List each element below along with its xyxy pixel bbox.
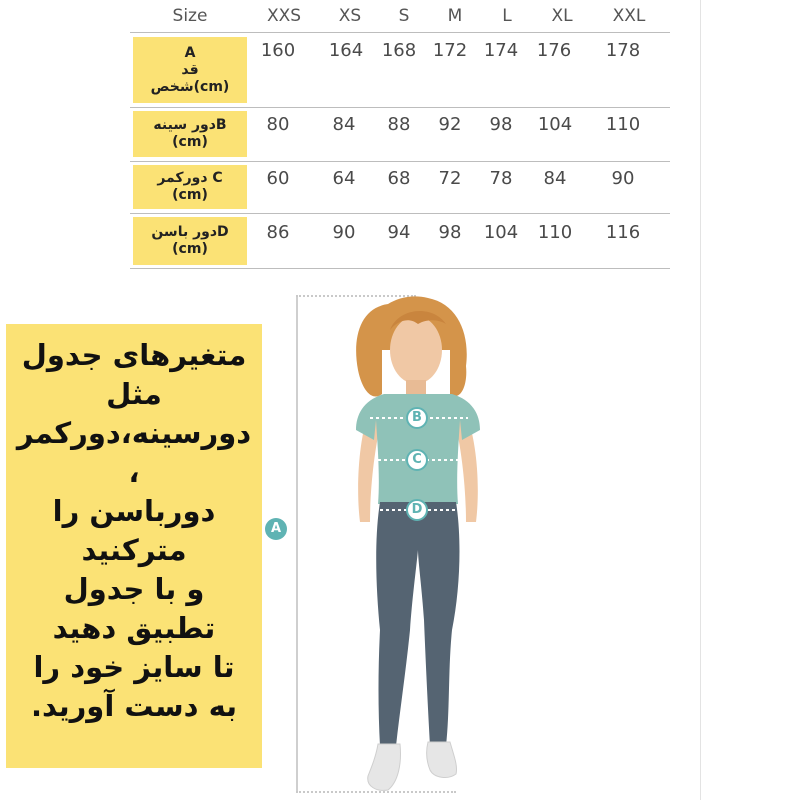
table-rule: [130, 268, 670, 269]
table-cell: 84: [543, 168, 567, 189]
note-line: و با جدول: [63, 572, 205, 606]
table-cell: 86: [266, 222, 290, 243]
table-rule: [130, 32, 670, 33]
table-cell: 72: [438, 168, 462, 189]
table-cell: 64: [332, 168, 356, 189]
size-col-xxs: XXS: [266, 6, 302, 26]
row-label-line: قد: [181, 61, 199, 78]
table-cell: 104: [483, 222, 519, 243]
row-label-waist: [133, 165, 247, 209]
table-cell: 116: [605, 222, 641, 243]
note-line: ،: [128, 455, 140, 489]
table-cell: 98: [489, 114, 513, 135]
table-cell: 84: [332, 114, 356, 135]
row-label-line: (cm): [172, 134, 208, 150]
table-cell: 78: [489, 168, 513, 189]
table-cell: 80: [266, 114, 290, 135]
table-cell: 160: [260, 40, 296, 61]
row-label-line: (cm): [172, 241, 208, 257]
table-cell: 172: [432, 40, 468, 61]
note-line: به دست آورید.: [30, 689, 238, 723]
table-cell: 178: [605, 40, 641, 61]
note-line: مثل: [106, 377, 162, 411]
size-col-l: L: [502, 6, 512, 26]
table-cell: 94: [387, 222, 411, 243]
table-cell: 88: [387, 114, 411, 135]
instruction-note: [6, 324, 262, 768]
badge-height: A: [265, 518, 287, 540]
size-col-s: S: [398, 6, 410, 26]
badge-waist: C: [406, 449, 428, 471]
woman-figure: [300, 290, 520, 800]
note-line: تطبیق دهید: [52, 611, 216, 645]
size-col-m: M: [447, 6, 463, 26]
table-rule: [130, 213, 670, 214]
note-line: مترکنید: [81, 533, 187, 567]
table-cell: 68: [387, 168, 411, 189]
note-line: متغیرهای جدول: [21, 338, 247, 372]
size-chart-table: [0, 0, 800, 272]
row-label-bust: [133, 111, 247, 157]
table-cell: 164: [328, 40, 364, 61]
row-label-height: [133, 37, 247, 103]
row-label-hip: [133, 217, 247, 265]
badge-bust: B: [406, 407, 428, 429]
badge-hip: D: [406, 499, 428, 521]
row-label-line: (cm): [172, 187, 208, 203]
table-cell: 90: [611, 168, 635, 189]
table-cell: 60: [266, 168, 290, 189]
table-cell: 90: [332, 222, 356, 243]
size-col-xxl: XXL: [612, 6, 646, 26]
note-line: دورباسن را: [52, 494, 216, 528]
row-label-line: A: [184, 44, 196, 61]
note-line: تا سایز خود را: [33, 650, 235, 684]
row-label-line: دورکمر C: [157, 170, 223, 186]
row-label-line: دور باسنD: [151, 224, 229, 240]
height-measure-line: [296, 296, 298, 792]
table-rule: [130, 107, 670, 108]
row-label-line: شخص(cm): [150, 78, 230, 95]
row-label-line: دور سینهB: [153, 117, 227, 133]
size-col-xl: XL: [551, 6, 573, 26]
table-cell: 168: [381, 40, 417, 61]
table-cell: 110: [537, 222, 573, 243]
size-col-xs: XS: [338, 6, 362, 26]
table-cell: 176: [536, 40, 572, 61]
table-cell: 92: [438, 114, 462, 135]
table-cell: 174: [483, 40, 519, 61]
table-cell: 98: [438, 222, 462, 243]
table-cell: 110: [605, 114, 641, 135]
table-rule: [130, 161, 670, 162]
note-line: دورسینه،دورکمر: [16, 416, 252, 450]
size-header: Size: [172, 6, 208, 26]
table-cell: 104: [537, 114, 573, 135]
